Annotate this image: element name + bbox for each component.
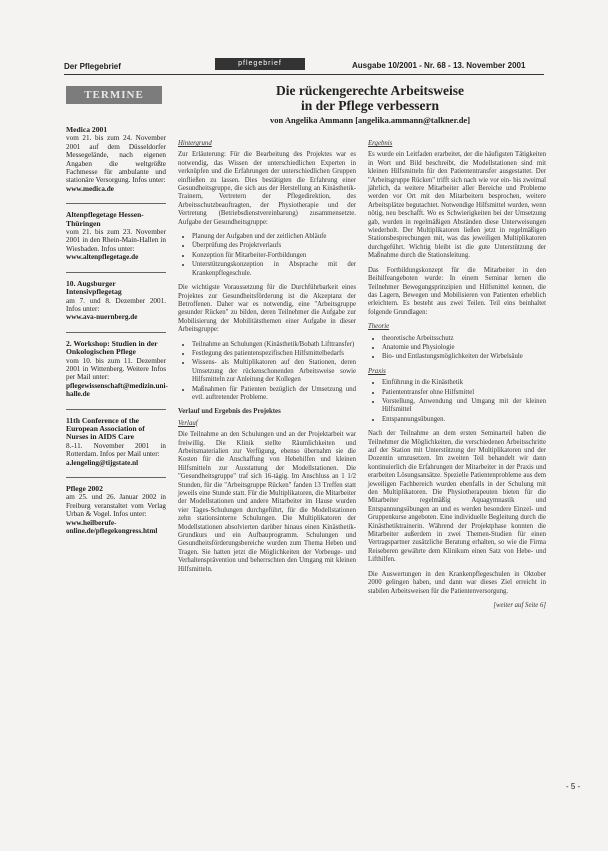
event-link[interactable]: a.lengeling@tijgstate.nl [66, 458, 139, 467]
event-link[interactable]: www.heilberufe-online.de/pflegekongress.html [66, 518, 158, 536]
event-title: 10. Augsburger Intensivpflegetag [66, 278, 122, 297]
event-item [66, 280, 166, 322]
page-number: - 5 - [566, 782, 581, 791]
list-item: • Wissens- als Multiplikatoren auf den Stationen, deren Umsetzung der rückenschonenden Arbeitsweise sowie Hilfsmitteln zur Anleitung der Kollegen [192, 359, 356, 384]
paragraph: Die wichtigste Voraussetzung für die Durchführbarkeit eines Projektes zur Gesundheitsförderung ist die Akzeptanz der Betroffenen. Daher war es notwendig, eine "Arbeitsgruppe gesunder Rücken" zu bilden, deren Teilnehmer die Aufgabe zur Mobilisierung der Mobilitätsthemen einer Aufgabe in dieser Arbeitsgruppe: [178, 284, 356, 334]
list-item: • Festlegung des patientenspezifischen Hilfsmittelbedarfs [192, 350, 356, 358]
section-heading: Hintergrund [178, 140, 212, 147]
event-item [66, 340, 166, 399]
list-item: • Konzeption für Mitarbeiter-Fortbildungen [192, 252, 356, 260]
paragraph: Die Auswertungen in den Krankenpflegeschulen in Oktober 2000 gelingen haben, und dann war dieses Ziel erreicht in stabilen Arbeitsweisen für die Patientenversorgung. [368, 570, 546, 595]
event-body: am 7. und 8. Dezember 2001. Infos unter: [66, 296, 166, 313]
bullet-list [178, 341, 356, 403]
paragraph: Die Teilnahme an den Schulungen und an der Projektarbeit war freiwillig. Die Klinik stellte Räumlichkeiten und Arbeitsmaterialien zur Verfügung, ebenso übernahm sie die Kosten für die Anschaffung von Hebehilfen und kleinen Hilfsmitteln zur Ausstattung der Modellstationen. Die "Gesundheitsgruppe" traf sich 16-tägig. Im Anschluss an 1 1/2 Stunden, für die "Arbeitsgruppe Rücken" fanden 13 Treffen statt jeweils eine Stunde statt. Für die Multiplikatoren, die Mitarbeiter der Modellstationen und andere Mitarbeiter im Hause wurden vier Tages-Schulungen durchgeführt, für die Modellstationen zehn stationsinterne Schulungen. Die Multiplikatoren der Modellstationen absolvierten darüber hinaus einen Kinästhetik-Grundkurs und ein Aufbauprogramm. Schulungen und Gesundheitsförderungsbereiche wurden zum Thema Heben und Tragen. Sie hatten jetzt die Möglichkeiten der Vorbeuge- und Verhaltensprävention und beherrschten den Umgang mit kleinen Hilfsmitteln. [178, 431, 356, 573]
list-item: • Überprüfung des Projektverlaufs [192, 242, 356, 250]
event-title: 11th Conference of the European Association of Nurses in AIDS Care [66, 415, 145, 442]
section-heading: Praxis [368, 367, 386, 375]
event-link[interactable]: www.medica.de [66, 184, 114, 193]
article-title [190, 83, 550, 113]
event-item [66, 211, 166, 261]
section-heading: Verlauf und Ergebnis des Projektes [178, 408, 281, 416]
event-title: Altenpflegetage Hessen-Thüringen [66, 210, 144, 228]
list-item: • Entspannungsübungen. [382, 416, 546, 424]
divider [66, 203, 166, 204]
bullet-list [178, 233, 356, 278]
event-item [66, 485, 166, 535]
event-body: vom 21. bis zum 24. November 2001 auf dem Düsseldorfer Messegelände, nach eigenen Angaben die weltgrößte Fachmesse für ambulante und stationäre Versorgung. Infos unter: [66, 134, 166, 185]
list-item: • Maßnahmen für Patienten bezüglich der Umsetzung und evtl. auftretender Probleme. [192, 386, 356, 403]
list-item: • Planung der Aufgaben und der zeitlichen Abläufe [192, 233, 356, 241]
paragraph: Das Fortbildungskonzept für die Mitarbeiter in den Beihilfeangeboten wurde: In einem Seminar lernen die Teilnehmer Bewegungsprinzipien und Hilfsmittel kennen, die das Lagern, Bewegen und Mobilisieren von Patienten erheblich erleichtern. Es besteht aus zwei Teilen. Teil eins beinhaltet folgende Grundlagen: [368, 266, 546, 316]
divider [66, 477, 166, 478]
bullet-list [368, 335, 546, 362]
list-item: • Patiententransfer ohne Hilfsmittel [382, 389, 546, 397]
list-item: • Teilnahme an Schulungen (Kinästhetik/Bobath Lifttransfer) [192, 341, 356, 349]
article-column-left [178, 138, 356, 580]
article-column-right [368, 138, 546, 610]
section-heading: Theorie [368, 323, 390, 331]
divider [66, 272, 166, 273]
list-item: • Einführung in die Kinästhetik [382, 379, 546, 387]
event-link[interactable]: pflegewissenschaft@medizin.uni-halle.de [66, 381, 168, 399]
paragraph: Es wurde ein Leitfaden erarbeitet, der die häufigsten Tätigkeiten in Wort und Bild beschreibt, die Modellstationen sind mit kleinen Hilfsmitteln für den Patiententransfer ausgestattet. Der "Arbeitsgruppe Rücken" trifft sich nach wie vor ein- bis zweimal jährlich, da weitere Mitarbeiter aller Bereiche und Probleme werden vor Ort mit den Mitarbeitern besprochen, weitere Arbeitsplätze begutachtet. Notwendige Hilfsmittel wurden, wenn nötig, neu beschafft. Wo es Schwierigkeiten bei der Umsetzung gab, wurden in regelmäßigen Abständen diese Unterweisungen wiederholt. Der Multiplikatoren ließen jetzt in regelmäßigen Stationsbesprechungen mit, was das jeweiligen Multiplikatoren durchgeführt. Wichtig bleibt ist die gute Unterstützung der Maßnahme durch die Stationsleitung. [368, 151, 546, 260]
publication-name: Der Pflegebrief [64, 62, 121, 71]
event-body: vom 21. bis zum 23. November 2001 in den Rhein-Main-Hallen in Wiesbaden. Infos unter: [66, 228, 166, 253]
article-title-line: in der Pflege verbessern [300, 98, 440, 113]
continued-note: [weiter auf Seite 6] [493, 601, 546, 609]
event-link[interactable]: www.ava-nuernberg.de [66, 313, 138, 322]
list-item: • Bio- und Entlastungsmöglichkeiten der Wirbelsäule [382, 353, 546, 361]
event-body: 8.-11. November 2001 in Rotterdam. Infos per Mail unter: [66, 441, 166, 459]
publication-logo: pflegebrief [215, 58, 305, 70]
divider [66, 332, 166, 333]
header-rule [64, 74, 544, 75]
list-item: • Unterstützungskonzeption in Absprache mit der Krankenpflegeschule. [192, 261, 356, 278]
section-heading: Verlauf [178, 419, 198, 427]
event-link[interactable]: www.altenpflegetage.de [66, 253, 139, 262]
event-body: vom 10. bis zum 11. Dezember 2001 in Wittenberg. Weitere Infos per Mail unter: [66, 356, 166, 382]
bullet-list [368, 379, 546, 424]
termine-box: TERMINE [66, 86, 162, 104]
paragraph: Zur Erläuterung: Für die Bearbeitung des Projektes war es notwendig, das Wissen der unterschiedlichen Experten in verknüpfen und die Erfahrungen der unterschiedlichen Gruppen einfließen zu lassen. Dies bestätigten die Erfahrung einer Gesundheitsgruppe, die sich aus der Herstellung an Kinästhetik-Trainern, Vertretern der Pflegedirektion, des Arbeitsschutzbeauftragten, der Physiotherapie und der Vertretung (Betriebsdienstvereinbarung) zusammensetzte. Aufgabe der Gesundheitsgruppe: [178, 151, 356, 226]
article-title-line: Die rückengerechte Arbeitsweise [276, 83, 464, 98]
section-heading: Ergebnis [368, 140, 393, 147]
article-byline: von Angelika Ammann [angelika.ammann@talkner.de] [269, 115, 471, 125]
event-title: Medica 2001 [66, 125, 108, 134]
event-body: am 25. und 26. Januar 2002 in Freiburg veranstaltet vom Verlag Urban & Vogel. Infos unter: [66, 493, 166, 519]
list-item: • theoretische Arbeitsschutz [382, 335, 546, 343]
list-item: • Vorstellung, Anwendung und Umgang mit der kleinen Hilfsmittel [382, 398, 546, 415]
issue-line: Ausgabe 10/2001 - Nr. 68 - 13. November 2001 [352, 61, 526, 70]
paragraph: Nach der Teilnahme an dem ersten Seminarteil haben die Teilnehmer die Möglichkeiten, die verschiedenen Arbeitsschritte auf der Station mit Unterstützung der Multiplikatoren und der Dozentin umzusetzen. Im zweiten Teil behandelt wir dann kontinuierlich die Erfahrungen der Mitarbeiter in der Praxis und erarbeiten Lösungsansätze. Spezielle Patientenprobleme aus dem jeweiligen Fachbereich wurden ebenfalls in der Schulung mit den Multiplikatoren. Die Physiotherapeuten bieten für die Mitarbeiter regelmäßig Aquagymnastik und Entspannungsübungen an und es werden besondere Einzel- und Gruppenkurse angeboten. Eine individuelle Begleitung durch die Kinästhetiktrainerin. Während der Projektphase konnten die Mitarbeiter außerdem in zwei Themen-Studien für einen Vertragspartner zusätzliche Beratung erhalten, so wie die Firma Reiseberen gewährte dem Klinikum einen Satz von Hebe- und Lifthilfen. [368, 430, 546, 564]
event-title: Pflege 2002 [66, 484, 103, 493]
divider [66, 409, 166, 410]
event-item [66, 417, 166, 467]
event-title: 2. Workshop: Studien in der Onkologischen Pflege [66, 338, 158, 357]
list-item: • Anatomie und Physiologie [382, 344, 546, 352]
events-sidebar [66, 126, 166, 545]
event-item [66, 126, 166, 193]
